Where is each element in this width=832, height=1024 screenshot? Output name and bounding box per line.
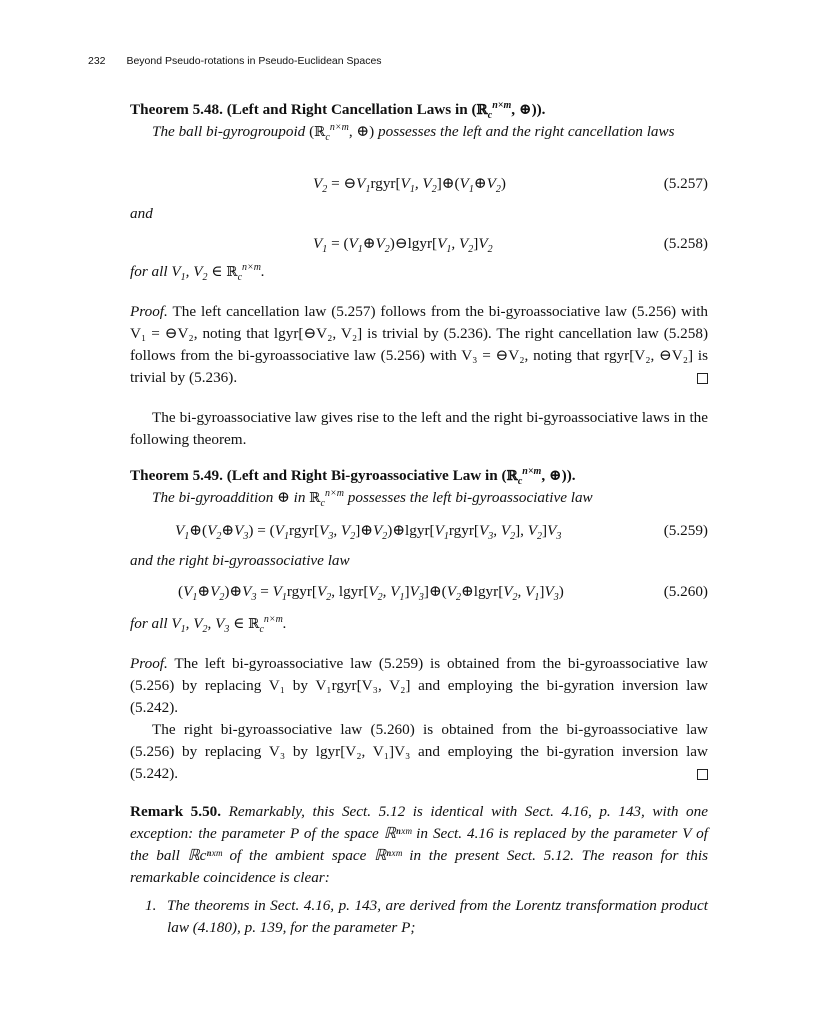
- and-text: and: [130, 205, 153, 222]
- theorem-5-49: [130, 465, 708, 509]
- proof-5-49-p1: Proof. The left bi-gyroassociative law (5.259) is obtained from the bi-gyroassociative law (5.256) by replacing V₁ by V₁rgyr[V₃, V₂] and employing the bi-gyration inversion law (5.242).: [130, 655, 708, 716]
- proof-5-49-p2: The right bi-gyroassociative law (5.260) is obtained from the bi-gyroassociative law (5.256) by replacing V₃ by lgyr[V₂, V₁]V₃ and employing the bi-gyration inversion law (5.242).: [130, 721, 708, 782]
- running-title: Beyond Pseudo-rotations in Pseudo-Euclidean Spaces: [126, 55, 382, 67]
- equation-5-257: $V_2$ = $⊖V_1rgyr[V_1$, $V_2]\oplus(V_1\oplus V_2)$ (5.257): [313, 175, 708, 196]
- remark-text: Remarkably, this Sect. 5.12 is identical with Sect. 4.16, p. 143, with one exception: the parameter P of the space ℝⁿˣᵐ in Sect. 4.16 is replaced by the parameter V of the ball ℝcⁿˣᵐ of the ambient space ℝⁿˣᵐ in the present Sect. 5.12. The reason for this remarkable coincidence is clear:: [130, 803, 708, 886]
- list-item: [145, 895, 708, 939]
- proof-label: Proof.: [130, 655, 168, 672]
- list-item-text: The theorems in Sect. 4.16, p. 143, are derived from the Lorentz transformation product law (4.180), p. 139, for the parameter P;: [167, 897, 708, 936]
- theorem-5-48-statement: The ball bi-gyrogroupoid (ℝ$_c^{n\times m}$, ⊕) possesses the left and the right cancellation laws: [152, 121, 675, 144]
- equation-5-258: $V_1$ = $(V_1\oplus V_2)⊖lgyr[V_1$, $V_2]V_2$ (5.258): [313, 235, 708, 256]
- equation-5-259-tag: (5.259): [663, 522, 708, 539]
- theorem-5-48: [130, 99, 708, 143]
- remark-5-50: [130, 801, 708, 889]
- proof-label: Proof.: [130, 303, 168, 320]
- page-number: 232: [88, 55, 106, 67]
- running-header: [88, 55, 708, 67]
- qed-square-icon: [697, 769, 708, 780]
- theorem-5-48-forall: for all $V_1$, $V_2$ ∈ ℝ$_c^{n\times m}$.: [130, 261, 265, 284]
- equation-5-260: $(V_1\oplus V_2)\oplus V_3$ = $V_1rgyr[V_2$, $lgyr[V_2$, $V_1]V_3]\oplus(V_2\oplus lgyr[V_2$, $V_1]V_3$) (5.260): [178, 583, 708, 604]
- equation-5-257-tag: (5.257): [663, 175, 708, 192]
- theorem-5-49-forall: for all $V_1$, $V_2$, $V_3$ ∈ ℝ$_c^{n\times m}$.: [130, 613, 287, 636]
- proof-5-48: [130, 301, 708, 389]
- theorem-5-48-heading: Theorem 5.48. (Left and Right Cancellation Laws in (ℝ$_c^{n\times m}$, ⊕)).: [130, 99, 546, 122]
- qed-square-icon: [697, 373, 708, 384]
- bridge-paragraph: The bi-gyroassociative law gives rise to the left and the right bi-gyroassociative laws in the following theorem.: [130, 409, 708, 448]
- theorem-5-49-statement-c: and the right bi-gyroassociative law: [130, 552, 350, 569]
- proof-5-49: [130, 653, 708, 785]
- theorem-5-49-heading: Theorem 5.49. (Left and Right Bi-gyroassociative Law in (ℝ$_c^{n\times m}$, ⊕)).: [130, 465, 576, 488]
- theorem-5-49-statement: The bi-gyroaddition ⊕ in ℝ$_c^{n\times m}$ possesses the left bi-gyroassociative law: [152, 487, 593, 510]
- equation-5-258-tag: (5.258): [663, 235, 708, 252]
- equation-5-260-tag: (5.260): [663, 583, 708, 600]
- equation-5-259: $V_1\oplus(V_2\oplus V_3)$ = ($V_1rgyr[V_3$, $V_2]\oplus V_2)\oplus lgyr[V_1rgyr[V_3$, $V_2$], $V_2]V_3$ (5.259): [175, 522, 708, 543]
- remark-label: Remark 5.50.: [130, 803, 222, 820]
- list-item-number: 1.: [145, 897, 157, 914]
- proof-5-48-text: The left cancellation law (5.257) follows from the bi-gyroassociative law (5.256) with V₁ = ⊖V₂, noting that lgyr[⊖V₂, V₂] is trivial by (5.236). The right cancellation law (5.258) follows from the bi-gyroassociative law (5.256) with V₃ = ⊖V₂, noting that rgyr[V₂, ⊖V₂] is trivial by (5.236).: [130, 303, 709, 386]
